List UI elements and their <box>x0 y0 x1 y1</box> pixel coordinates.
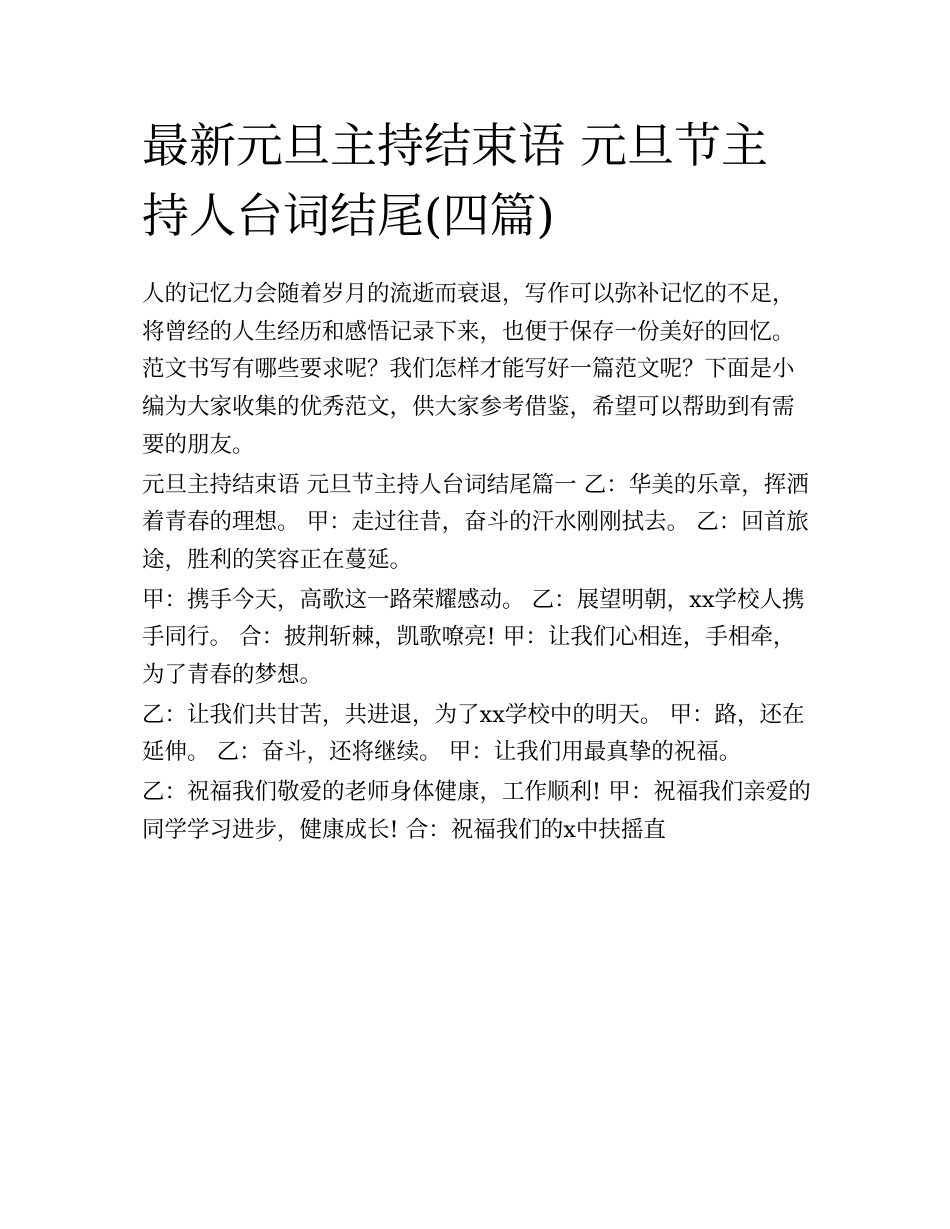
paragraph-1: 元旦主持结束语 元旦节主持人台词结尾篇一 乙：华美的乐章，挥洒着青春的理想。 甲：走过往昔，奋斗的汗水刚刚拭去。 乙：回首旅途，胜利的笑容正在蔓延。 <box>142 471 809 573</box>
paragraph-4: 乙：祝福我们敬爱的老师身体健康，工作顺利! 甲：祝福我们亲爱的同学学习进步，健康成长! 合：祝福我们的x中扶摇直 <box>142 779 811 843</box>
document-body <box>142 276 812 852</box>
paragraph-3: 乙：让我们共甘苦，共进退，为了xx学校中的明天。 甲：路，还在延伸。 乙：奋斗，还将继续。 甲：让我们用最真挚的祝福。 <box>142 701 805 766</box>
paragraph-intro: 人的记忆力会随着岁月的流逝而衰退，写作可以弥补记忆的不足，将曾经的人生经历和感悟记录下来，也便于保存一份美好的回忆。范文书写有哪些要求呢？我们怎样才能写好一篇范文呢？下面是小编为大家收集的优秀范文，供大家参考借鉴，希望可以帮助到有需要的朋友。 <box>142 281 795 458</box>
document-title: 最新元旦主持结束语 元旦节主持人台词结尾(四篇) <box>142 119 768 244</box>
paragraph-2: 甲：携手今天，高歌这一路荣耀感动。 乙：展望明朝，xx学校人携手同行。 合：披荆斩棘，凯歌嘹亮! 甲：让我们心相连，手相牵，为了青春的梦想。 <box>142 586 805 689</box>
